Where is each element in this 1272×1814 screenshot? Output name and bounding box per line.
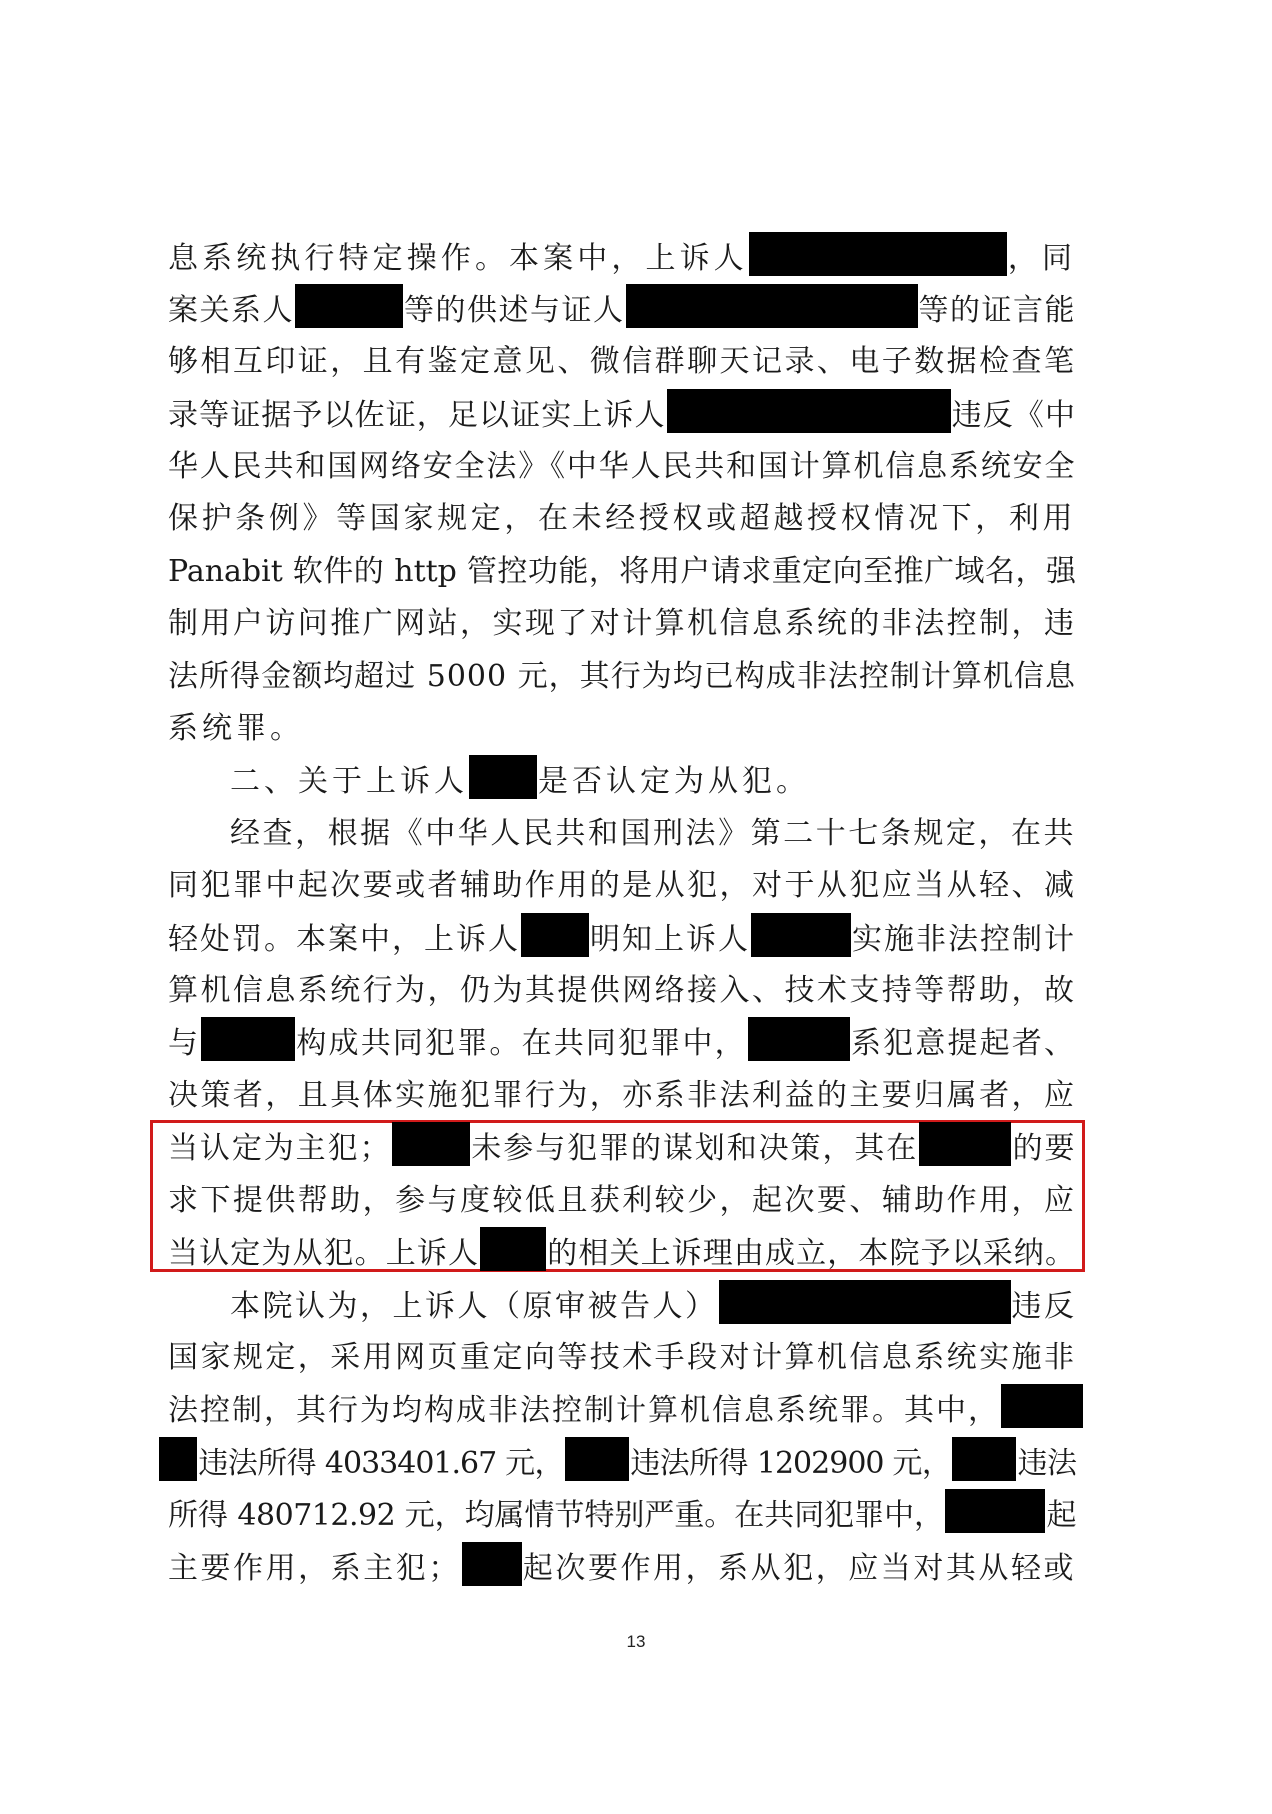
text-line: [168, 1384, 1088, 1436]
redaction-block: [462, 1542, 522, 1586]
text-segment: 当认定为主犯；: [168, 1131, 391, 1166]
text-segment: 法控制，其行为均构成非法控制计算机信息系统罪。其中，: [168, 1393, 1000, 1428]
redaction-block: [159, 1437, 197, 1481]
text-segment: 本院认为，上诉人（原审被告人）: [230, 1289, 718, 1324]
text-segment: 法所得金额均超过 5000 元，其行为均已构成非法控制计算机信息: [168, 659, 1076, 694]
text-segment: 息系统执行特定操作。本案中，上诉人: [168, 241, 748, 276]
text-line: [168, 965, 1076, 1017]
text-line: [168, 913, 1076, 965]
text-segment: 决策者，且具体实施犯罪行为，亦系非法利益的主要归属者，应: [168, 1078, 1076, 1113]
text-line: [168, 651, 1076, 703]
text-segment: 当认定为从犯。上诉人: [168, 1236, 480, 1271]
redaction-block: [521, 913, 589, 957]
text-line: [168, 1489, 1076, 1541]
text-segment: 违法所得 1202900 元，: [629, 1446, 952, 1481]
text-segment: 制用户访问推广网站，实现了对计算机信息系统的非法控制，违: [168, 606, 1076, 641]
text-segment: 案关系人: [168, 293, 294, 328]
redaction-block: [751, 913, 851, 957]
text-line: [168, 284, 1076, 336]
redaction-block: [295, 284, 403, 328]
redaction-block: [919, 1122, 1011, 1166]
text-segment: 未参与犯罪的谋划和决策，其在: [470, 1131, 919, 1166]
text-segment: 轻处罚。本案中，上诉人: [168, 922, 520, 957]
text-segment: 起: [1046, 1498, 1076, 1533]
text-segment: 国家规定，采用网页重定向等技术手段对计算机信息系统实施非: [168, 1340, 1076, 1375]
text-segment: Panabit 软件的 http 管控功能，将用户请求重定向至推广域名，强: [168, 554, 1076, 589]
text-segment: 等的证言能: [918, 293, 1076, 328]
text-line: [168, 703, 1076, 755]
text-segment: 的相关上诉理由成立，本院予以采纳。: [547, 1236, 1077, 1271]
redaction-block: [392, 1122, 470, 1166]
text-line: [168, 1070, 1076, 1122]
text-line: [230, 1280, 1076, 1332]
redaction-block: [749, 232, 1007, 276]
redaction-block: [945, 1489, 1045, 1533]
text-line: [168, 860, 1076, 912]
text-line: [168, 441, 1076, 493]
text-segment: 与: [168, 1026, 201, 1061]
text-line: [168, 232, 1076, 284]
text-segment: 系统罪。: [168, 711, 304, 746]
text-segment: 明知上诉人: [590, 922, 750, 957]
text-line: [168, 546, 1076, 598]
redaction-block: [201, 1017, 295, 1061]
redaction-block: [1001, 1384, 1083, 1428]
text-segment: 够相互印证，且有鉴定意见、微信群聊天记录、电子数据检查笔: [168, 344, 1076, 379]
redaction-block: [565, 1437, 629, 1481]
text-line: [168, 389, 1076, 441]
text-segment: 经查，根据《中华人民共和国刑法》第二十七条规定，在共: [230, 816, 1076, 851]
text-segment: 的要: [1012, 1131, 1077, 1166]
text-segment: 构成共同犯罪。在共同犯罪中，: [296, 1026, 747, 1061]
redaction-block: [719, 1280, 1011, 1324]
text-segment: ，同: [1007, 241, 1077, 276]
text-line: [230, 808, 1076, 860]
text-line: [168, 1017, 1076, 1069]
redaction-block: [952, 1437, 1016, 1481]
text-segment: 等的供述与证人: [404, 293, 625, 328]
text-segment: 求下提供帮助，参与度较低且获利较少，起次要、辅助作用，应: [168, 1183, 1076, 1218]
redaction-block: [469, 755, 537, 799]
text-segment: 起次要作用，系从犯，应当对其从轻或: [522, 1551, 1077, 1586]
text-segment: 保护条例》等国家规定，在未经授权或超越授权情况下，利用: [168, 501, 1076, 536]
redaction-block: [480, 1227, 546, 1271]
text-segment: 违法所得 4033401.67 元，: [198, 1446, 564, 1481]
text-segment: 是否认定为从犯。: [538, 764, 810, 799]
page-number: 13: [626, 1632, 646, 1651]
text-segment: 所得 480712.92 元，均属情节特别严重。在共同犯罪中，: [168, 1498, 945, 1533]
text-segment: 系犯意提起者、: [850, 1026, 1077, 1061]
text-segment: 违反《中: [951, 398, 1077, 433]
text-segment: 违反: [1011, 1289, 1077, 1324]
redaction-block: [667, 389, 951, 433]
text-line: [168, 1227, 1076, 1279]
text-segment: 算机信息系统行为，仍为其提供网络接入、技术支持等帮助，故: [168, 973, 1076, 1008]
section-heading: [230, 755, 1076, 807]
text-line: [168, 1332, 1076, 1384]
text-segment: 录等证据予以佐证，足以证实上诉人: [168, 398, 666, 433]
text-segment: 同犯罪中起次要或者辅助作用的是从犯，对于从犯应当从轻、减: [168, 868, 1076, 903]
text-line: [168, 598, 1076, 650]
text-line: [168, 493, 1076, 545]
text-line: [168, 1175, 1076, 1227]
text-line: [158, 1437, 1076, 1489]
redaction-block: [626, 284, 918, 328]
text-segment: 主要作用，系主犯；: [168, 1551, 461, 1586]
text-segment: 二、关于上诉人: [230, 764, 468, 799]
text-line: [168, 1122, 1076, 1174]
text-segment: 违法: [1017, 1446, 1077, 1481]
text-line: [168, 1542, 1076, 1594]
text-segment: 华人民共和国网络安全法》《中华人民共和国计算机信息系统安全: [168, 449, 1076, 484]
text-segment: 实施非法控制计: [852, 922, 1076, 957]
text-line: [168, 336, 1076, 388]
redaction-block: [748, 1017, 850, 1061]
